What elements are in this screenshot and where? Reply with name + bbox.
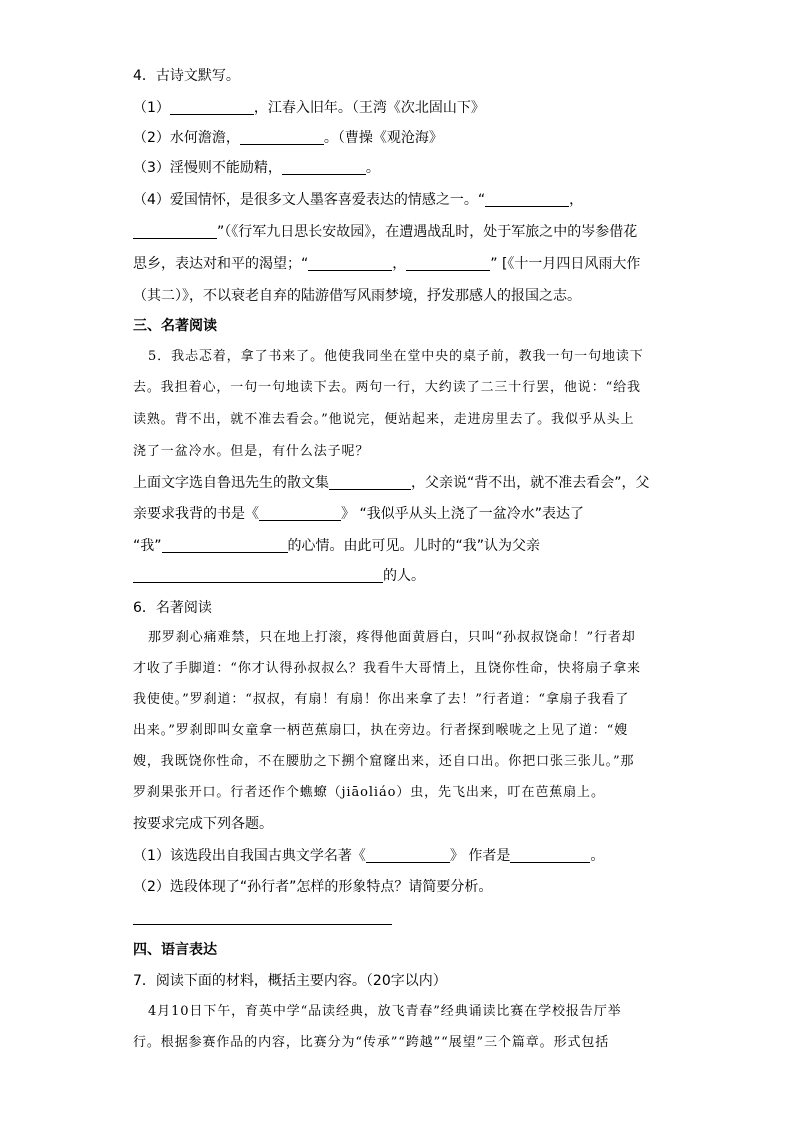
q4-item-1-text: ，江春入旧年。（王湾《次北固山下》 [253,100,485,116]
q4-item-4-comma-1: ， [569,192,584,208]
q6-passage-line-5: 嫂，我既饶你性命，不在腰肋之下搠个窟窿出来，还自口出。你把口张三张儿。”那 [133,754,635,769]
section-3-heading: 三、名著阅读 [133,318,217,334]
q4-item-1 [133,98,485,118]
section-4-heading: 四、语言表达 [133,942,217,958]
q5-question-text-5: “我” [133,538,162,554]
q5-passage-line-1: 5．我忐忑着，拿了书来了。他使我同坐在堂中央的桌子前，教我一句一句地读下 [148,349,644,364]
q4-item-2 [133,128,443,148]
q6-passage-line-1: 那罗刹心痛难禁，只在地上打滚，疼得他面黄唇白，只叫“孙叔叔饶命！”行者却 [148,630,636,645]
q5-blank-father[interactable] [133,568,383,583]
q7-passage-line-2: 行。根据参赛作品的内容，比赛分为“传承”“跨越”“展望”三个篇章。形式包括 [133,1035,610,1050]
q5-question-text-1: 上面文字选自鲁迅先生的散文集 [133,475,329,491]
q4-item-4-blank-2[interactable] [133,224,217,239]
q4-item-3-end: 。 [365,160,380,176]
q4-item-3-blank[interactable] [282,160,366,175]
q5-question-text-6: 的心情。由此可见。儿时的“我”认为父亲 [287,538,541,554]
q5-question-line-3 [133,536,540,556]
q4-item-4-blank-1[interactable] [485,192,569,207]
q4-item-4-line-2 [133,222,637,242]
q4-item-3-text: （3）淫慢则不能励精， [133,160,282,176]
q6-subquestion-1-end: 。 [590,848,605,864]
q4-item-4-line-3 [133,254,640,274]
q6-blank-author[interactable] [510,848,590,863]
q4-item-4-intro: （4）爱国情怀，是很多文人墨客喜爱表达的情感之一。“ [133,192,486,208]
q4-item-1-blank[interactable] [170,100,254,115]
q6-subquestion-1-text: （1）该选段出自我国古典文学名著《 [133,848,366,864]
q4-item-2-source: 。（曹操《观沧海》 [323,130,443,146]
q6-passage-line-6: 罗刹果张开口。行者还作个蟭蟟（jiāoliáo）虫，先飞出来，叮在芭蕉扇上。 [133,785,605,800]
q7-passage-line-1: 4月10日下午，育英中学“品读经典，放飞青春”经典诵读比赛在学校报告厅举 [148,1004,622,1019]
q5-blank-book[interactable] [259,506,341,521]
q5-question-line-4 [133,566,425,586]
q5-question-text-3: 亲要求我背的书是《 [133,506,259,522]
q5-question-text-7: 的人。 [383,568,425,584]
q5-blank-collection[interactable] [329,475,411,490]
question-7-title: 7．阅读下面的材料，概括主要内容。（20字以内） [133,973,447,989]
q6-passage-line-3: 我使使。”罗刹道：“叔叔，有扇！有扇！你出来拿了去！”行者道：“拿扇子我看了 [133,692,630,707]
question-4-title: 4．古诗文默写。 [133,68,240,84]
q4-item-4-blank-4[interactable] [406,256,490,271]
q4-item-4-source-1: ”（《行军九日思长安故园》，在遭遇战乱时，处于军旅之中的岑参借花 [217,224,638,240]
q4-item-4-line-4: （其二）》，不以衰老自弃的陆游借写风雨梦境，抒发那感人的报国之志。 [133,288,581,304]
q4-item-4-text-3: 思乡，表达对和平的渴望；“ [133,256,309,272]
q5-passage-line-3: 读熟。背不出，就不准去看会。”他说完，便站起来，走进房里去了。我似乎从头上 [133,412,635,427]
q4-item-2-blank[interactable] [240,130,324,145]
q4-item-4-comma-2: ， [392,256,407,272]
q5-blank-feeling[interactable] [162,538,288,553]
q5-question-text-4: 》 “我似乎从头上浇了一盆冷水”表达了 [341,506,584,522]
q4-item-4-line-1 [133,190,583,210]
q6-blank-title[interactable] [366,848,450,863]
q6-passage-line-4: 出来。”罗刹即叫女童拿一柄芭蕉扇囗，执在旁边。行者探到喉咙之上见了道：“嫂 [133,723,629,738]
q6-subquestion-1-author-label: 》 作者是 [449,848,511,864]
q4-item-3 [133,158,380,178]
q6-subquestion-1 [133,846,604,866]
q4-item-1-number: （1） [133,100,170,116]
q5-passage-line-4: 浇了一盆冷水。但是，有什么法子呢？ [133,444,370,459]
q6-passage-line-2: 才收了手脚道：“你才认得孙叔叔么？我看牛大哥情上，且饶你性命，快将扇子拿来 [133,661,641,676]
q5-question-text-2: ，父亲说“背不出，就不准去看会”，父 [411,475,650,491]
q6-answer-line[interactable] [133,924,392,925]
q5-question-line-2 [133,504,584,524]
q4-item-2-text: （2）水何澹澹， [133,130,240,146]
q4-item-4-source-2: ” [《十一月四日风雨大作 [490,256,641,272]
q5-passage-line-2: 去。我担着心，一句一句地读下去。两句一行，大约读了二三十行罢，他说：“给我 [133,380,641,395]
q4-item-4-blank-3[interactable] [308,256,392,271]
q6-subquestion-2: （2）选段体现了“孙行者”怎样的形象特点？请简要分析。 [133,879,493,895]
q6-instructions: 按要求完成下列各题。 [133,816,273,832]
q5-question-line-1 [133,473,650,493]
question-6-title: 6．名著阅读 [133,600,212,616]
